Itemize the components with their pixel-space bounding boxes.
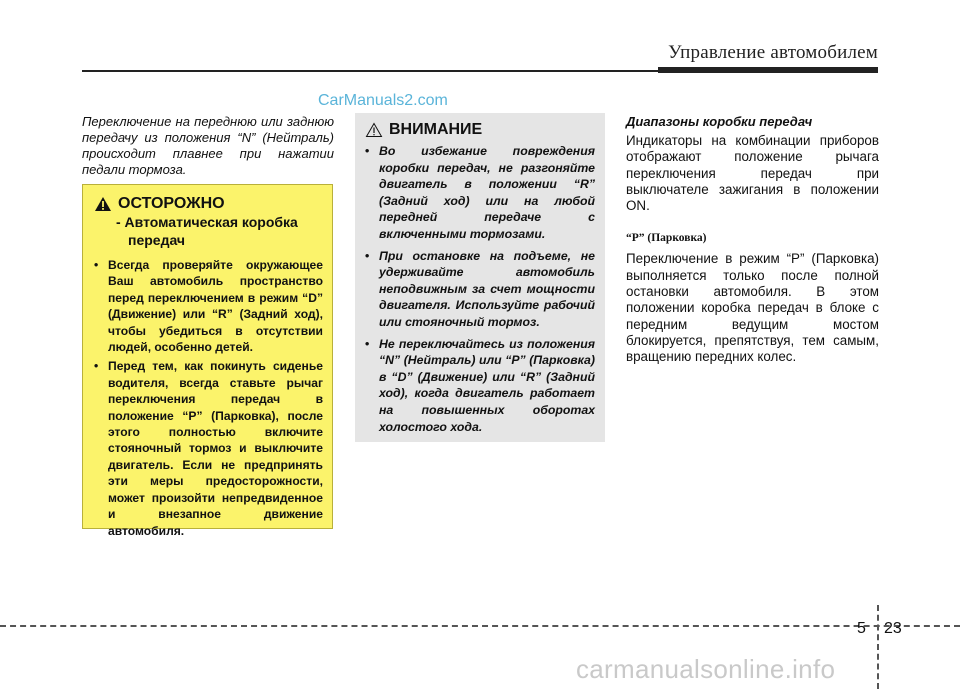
- watermark-bottom: carmanualsonline.info: [576, 654, 836, 684]
- footer-rule: [0, 625, 960, 627]
- attention-list: [365, 143, 595, 435]
- page-header-title: Управление автомобилем: [668, 42, 878, 63]
- watermark-top: CarManuals2.com: [318, 92, 448, 109]
- chapter-number: 5: [857, 620, 866, 637]
- attention-header: [365, 121, 595, 139]
- right-column: [626, 114, 879, 366]
- park-subtitle: “P” (Парковка): [626, 232, 707, 245]
- section-paragraph: Индикаторы на комбинации приборов отображают положение рычага переключения передач при выключателе зажигания в положении ON.: [626, 133, 879, 214]
- caution-list: [94, 257, 323, 539]
- park-paragraph: Переключение в режим “P” (Парковка) выполняется только после полной остановки автомобиля. В этом положении коробка передач в блоке с передним ведущим мостом блокируется, препятствуя, тем самым, вращению передних колес.: [626, 251, 879, 365]
- attention-item: • Не переключайтесь из положения “N” (Нейтраль) или “P” (Парковка) в “D” (Движение) или “R” (Задний ход), когда двигатель работает на повышенных оборотах холостого хода.: [365, 336, 595, 436]
- header-rule: [82, 70, 658, 72]
- warning-outline-icon: [365, 122, 383, 138]
- header-rule-thick: [658, 67, 878, 73]
- intro-paragraph: Переключение на переднюю или заднюю передачу из положения “N” (Нейтраль) происходит плавнее при нажатии педали тормоза.: [82, 114, 334, 177]
- caution-item: • Всегда проверяйте окружающее Ваш автомобиль пространство перед переключением в режим “D” (Движение) или “R” (Задний ход), чтобы убедиться в отсутствии людей, особенно детей.: [94, 257, 323, 355]
- warning-triangle-icon: [94, 196, 112, 212]
- caution-subtitle-2: передач: [128, 232, 186, 248]
- footer-divider: [877, 605, 879, 689]
- attention-box: [355, 113, 605, 442]
- page-number: 23: [884, 620, 902, 637]
- caution-subtitle: - Автоматическая коробка: [116, 214, 298, 230]
- attention-item: • Во избежание повреждения коробки передач, не разгоняйте двигатель в положении “R” (Задний ход) или на любой передней передаче с включенными тормозами.: [365, 143, 595, 243]
- section-title: Диапазоны коробки передач: [626, 114, 813, 129]
- attention-title: ВНИМАНИЕ: [389, 121, 483, 138]
- caution-header: [94, 195, 323, 213]
- caution-item: • Перед тем, как покинуть сиденье водителя, всегда ставьте рычаг переключения передач в положение “P” (Парковка), после этого полностью включите стояночный тормоз и выключите двигатель. Если не предпринять эти меры предосторожности, может произойти непредвиденное и внезапное движение автомобиля.: [94, 358, 323, 538]
- caution-box: [82, 184, 333, 538]
- caution-title: ОСТОРОЖНО: [118, 195, 225, 212]
- attention-item: • При остановке на подъеме, не удерживайте автомобиль неподвижным за счет мощности двигателя. Используйте рабочий или стояночный тормоз.: [365, 248, 595, 331]
